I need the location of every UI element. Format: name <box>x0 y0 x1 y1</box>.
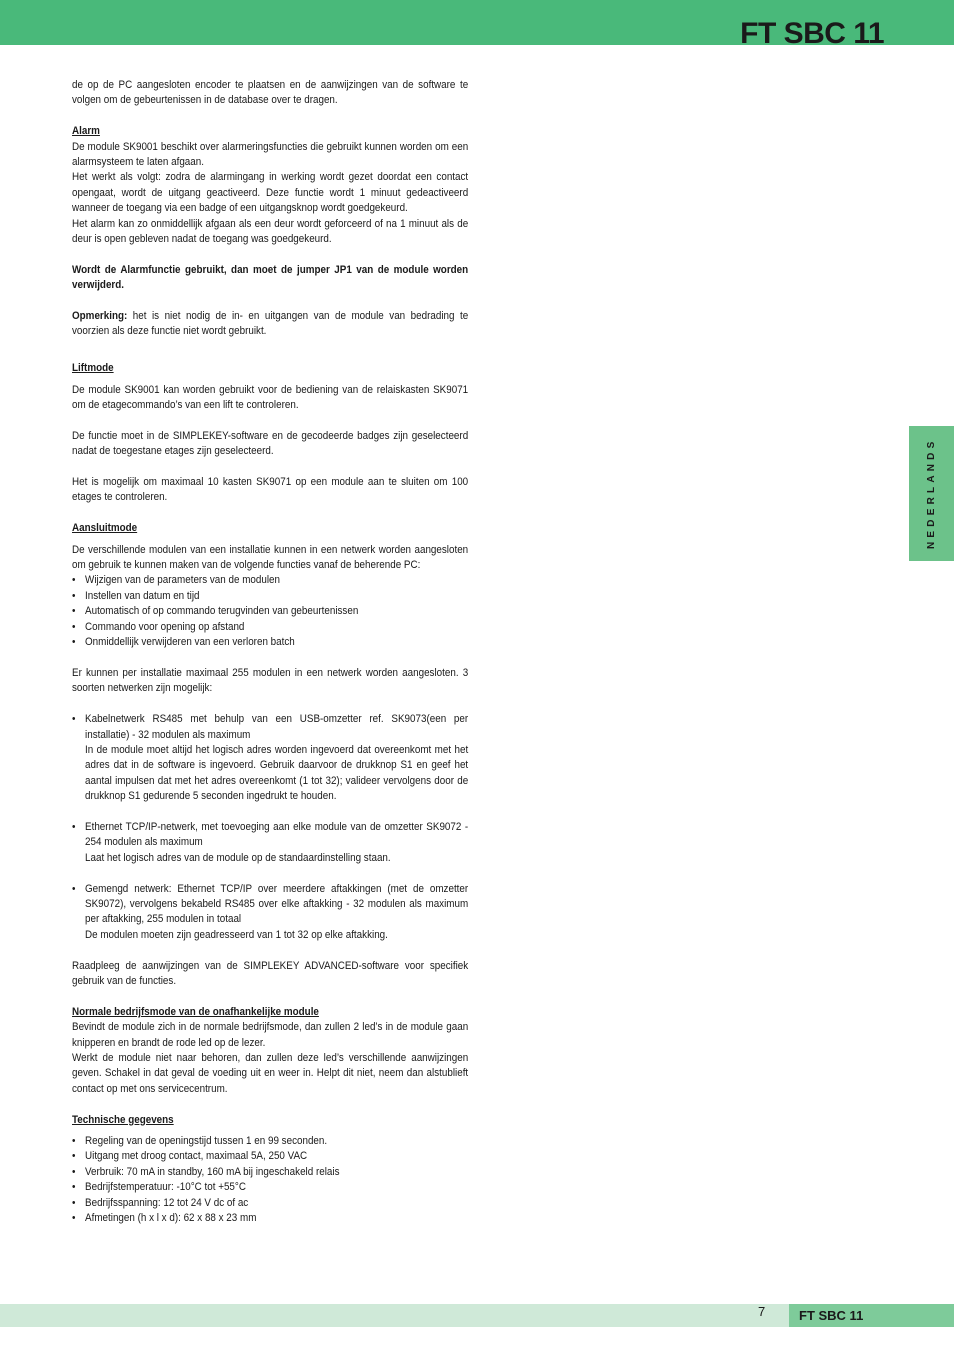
page-title: FT SBC 11 <box>740 17 884 50</box>
alarm-paragraph: Het alarm kan zo onmiddellijk afgaan als een deur wordt geforceerd of na 1 minuut als de deur is open gebleven nadat de toegang was goedgekeurd. <box>72 217 469 246</box>
network-item-main: Ethernet TCP/IP-netwerk, met toevoeging aan elke module van de omzetter SK9072 - 254 modulen als maximum <box>85 820 469 849</box>
alarm-paragraph: De module SK9001 beschikt over alarmeringsfuncties die gebruikt kunnen worden om een alarmsysteem te laten afgaan. <box>72 140 469 169</box>
aansluitmode-heading: Aansluitmode <box>72 522 138 535</box>
normal-mode-paragraph: Werkt de module niet naar behoren, dan zullen deze led’s verschillende aanwijzingen geven. Schakel in dat geval de voeding uit en weer in. Helpt dit niet, neem dan alstublieft contact op met ons servicecentrum. <box>72 1051 469 1095</box>
liftmode-paragraph: Het is mogelijk om maximaal 10 kasten SK9071 op een module aan te sluiten om 100 etages te controleren. <box>72 476 469 504</box>
list-item: • Verbruik: 70 mA in standby, 160 mA bij ingeschakeld relais <box>72 1165 468 1180</box>
liftmode-paragraph: De functie moet in de SIMPLEKEY-software en de gecodeerde badges zijn geselecteerd nadat de toegestane etages zijn geselecteerd. <box>72 429 469 458</box>
alarm-paragraph: Het werkt als volgt: zodra de alarmingang in werking wordt gezet doordat een contact opengaat, wordt de uitgang geactiveerd. Deze functie wordt 1 minuut gedeactiveerd wanneer de toegang via een badge of een uitgangsknop wordt goedgekeurd. <box>72 171 469 215</box>
footer-label: FT SBC 11 <box>799 1308 864 1323</box>
alarm-note <box>72 309 468 340</box>
network-list <box>72 712 468 743</box>
function-list <box>72 573 468 650</box>
note-label: Opmerking: <box>72 310 128 323</box>
network-item <box>72 820 468 851</box>
list-item: • Afmetingen (h x l x d): 62 x 88 x 23 mm <box>72 1211 468 1226</box>
page-number: 7 <box>758 1304 766 1319</box>
list-item: • Automatisch of op commando terugvinden van gebeurtenissen <box>72 604 468 619</box>
list-item: • Bedrijfstemperatuur: -10°C tot +55°C <box>72 1180 468 1195</box>
normal-mode-paragraph: Bevindt de module zich in de normale bedrijfsmode, dan zullen 2 led’s in de module gaan knipperen en brandt de rode led op de lezer. <box>72 1021 469 1049</box>
network-item-detail: De modulen moeten zijn geadresseerd van 1 tot 32 op elke aftakking. <box>85 928 388 941</box>
aansluitmode-paragraph: Raadpleeg de aanwijzingen van de SIMPLEKEY ADVANCED-software voor specifiek gebruik van de functies. <box>72 959 469 987</box>
list-item: • Instellen van datum en tijd <box>72 589 468 604</box>
liftmode-paragraph: De module SK9001 kan worden gebruikt voor de bediening van de relaiskasten SK9071 om de etagecommando’s van een lift te controleren. <box>72 383 469 412</box>
network-item-detail: In de module moet altijd het logisch adres worden ingevoerd dat overeenkomt met het adres dat in de software is ingevoerd. Gebruik daarvoor de drukknop S1 en geef het aantal impulsen dat met het adres overeenkomt (1 tot 32); valideer vervolgens door de drukknop S1 gedurende 5 seconden ingedrukt te houden. <box>85 743 469 803</box>
network-item-main: Gemengd netwerk: Ethernet TCP/IP over meerdere aftakkingen (met de omzetter SK9072), vervolgens bekabeld RS485 over elke aftakking - 32 modulen als maximum per aftakking, 255 modulen in totaal <box>85 882 469 926</box>
main-text <box>72 78 468 1226</box>
alarm-warning: Wordt de Alarmfunctie gebruikt, dan moet de jumper JP1 van de module worden verwijderd. <box>72 263 469 292</box>
tech-heading: Technische gegevens <box>72 1113 174 1126</box>
list-item: • Commando voor opening op afstand <box>72 620 468 635</box>
network-item-main: Kabelnetwerk RS485 met behulp van een USB-omzetter ref. SK9073(een per installatie) - 32 modulen als maximum <box>85 713 469 741</box>
aansluitmode-paragraph: De verschillende modulen van een installatie kunnen in een netwerk worden aangesloten om gebruik te kunnen maken van de volgende functies vanaf de beherende PC: <box>72 543 469 572</box>
list-item: • Bedrijfsspanning: 12 tot 24 V dc of ac <box>72 1196 468 1211</box>
list-item: • Onmiddellijk verwijderen van een verloren batch <box>72 635 468 650</box>
network-item-detail: Laat het logisch adres van de module op de standaardinstelling staan. <box>85 851 391 864</box>
network-item <box>72 712 468 743</box>
list-item: • Wijzigen van de parameters van de modulen <box>72 573 468 588</box>
network-list <box>72 882 468 928</box>
note-text: het is niet nodig de in- en uitgangen van de module van bedrading te voorzien als deze functie niet wordt gebruikt. <box>72 310 469 338</box>
intro-paragraph: de op de PC aangesloten encoder te plaatsen en de aanwijzingen van de software te volgen om de gebeurtenissen in de database over te dragen. <box>72 79 469 107</box>
language-tab-label: NEDERLANDS <box>926 437 937 550</box>
list-item: • Regeling van de openingstijd tussen 1 en 99 seconden. <box>72 1134 468 1149</box>
alarm-heading: Alarm <box>72 125 100 138</box>
aansluitmode-paragraph: Er kunnen per installatie maximaal 255 modulen in een netwerk worden aangesloten. 3 soorten netwerken zijn mogelijk: <box>72 666 469 695</box>
liftmode-heading: Liftmode <box>72 362 114 375</box>
network-list <box>72 820 468 851</box>
normal-mode-heading: Normale bedrijfsmode van de onafhankelijke module <box>72 1005 319 1018</box>
list-item: • Uitgang met droog contact, maximaal 5A, 250 VAC <box>72 1149 468 1164</box>
tech-list <box>72 1134 468 1226</box>
network-item <box>72 882 468 928</box>
language-tab <box>909 426 954 561</box>
